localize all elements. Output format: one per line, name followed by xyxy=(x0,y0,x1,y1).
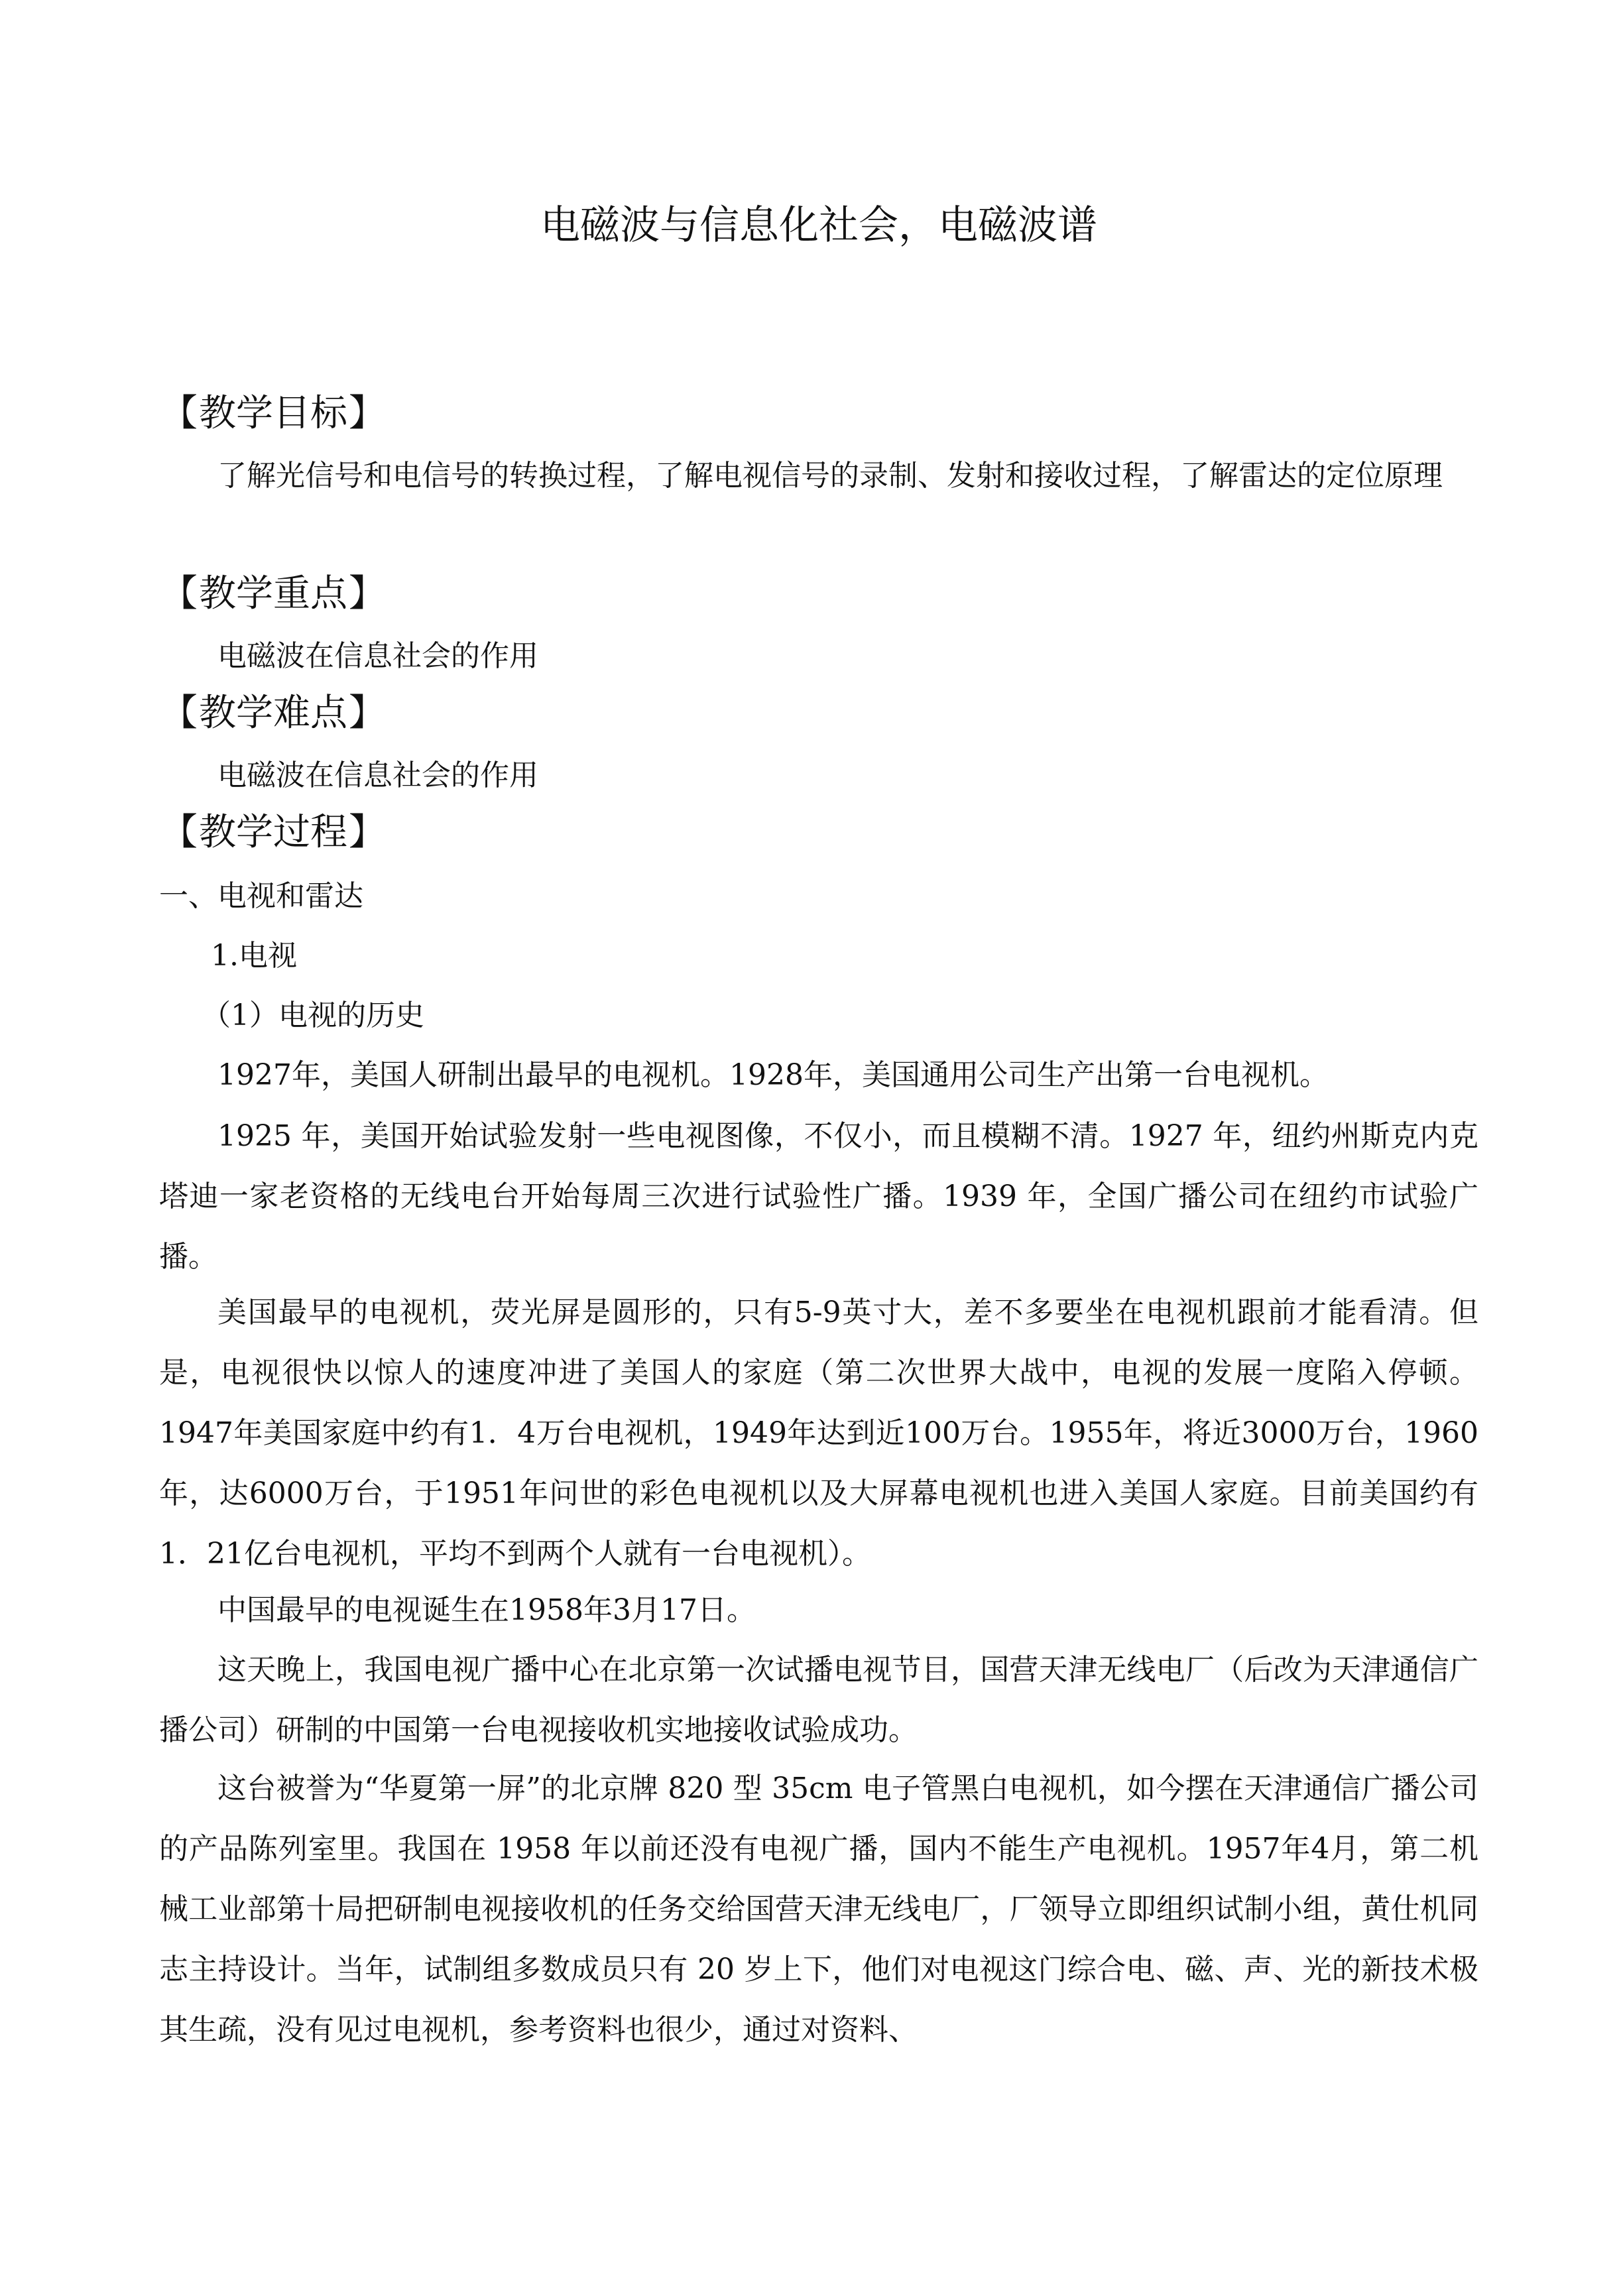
key-point-text: 电磁波在信息社会的作用 xyxy=(217,639,538,673)
bracket-close: 】 xyxy=(349,572,386,615)
section-heading-difficulty xyxy=(159,687,1478,740)
bracket-open: 【 xyxy=(160,692,198,735)
paragraph: 这天晚上，我国电视广播中心在北京第一次试播电视节目，国营天津无线电厂（后改为天津通信广播公司）研制的中国第一台电视接收机实地接收试验成功。 xyxy=(159,1653,1478,1747)
bracket-open: 【 xyxy=(160,392,198,435)
section-heading-key-point xyxy=(159,568,1478,621)
bracket-open: 【 xyxy=(160,811,198,854)
sub1-heading: 1.电视 xyxy=(211,939,297,973)
paragraph: 1925 年，美国开始试验发射一些电视图像，不仅小，而且模糊不清。1927 年，纽约州斯克内克塔迪一家老资格的无线电台开始每周三次进行试验性广播。1939 年，全国广播公司在纽约市试验广播。 xyxy=(159,1119,1478,1274)
paragraph: 美国最早的电视机，荧光屏是圆形的，只有5-9英寸大，差不多要坐在电视机跟前才能看清。但是，电视很快以惊人的速度冲进了美国人的家庭（第二次世界大战中，电视的发展一度陷入停顿。1947年美国家庭中约有1．4万台电视机，1949年达到近100万台。1955年，将近3000万台，1960年，达6000万台，于1951年问世的彩色电视机以及大屏幕电视机也进入美国人家庭。目前美国约有1．21亿台电视机，平均不到两个人就有一台电视机）。 xyxy=(159,1296,1478,1571)
part1-heading: 一、电视和雷达 xyxy=(159,879,363,913)
difficulty-text: 电磁波在信息社会的作用 xyxy=(217,758,538,792)
bracket-close: 】 xyxy=(349,811,386,854)
section-label: 教学难点 xyxy=(199,692,347,735)
sub1-1-heading: （1）电视的历史 xyxy=(202,998,424,1032)
bracket-close: 】 xyxy=(349,692,386,735)
section-label: 教学目标 xyxy=(199,392,347,435)
section-label: 教学过程 xyxy=(199,811,347,854)
section-heading-process xyxy=(159,806,1478,859)
paragraph: 中国最早的电视诞生在1958年3月17日。 xyxy=(217,1593,756,1627)
bracket-open: 【 xyxy=(160,572,198,615)
objective-text: 了解光信号和电信号的转换过程，了解电视信号的录制、发射和接收过程，了解雷达的定位原理 xyxy=(217,459,1443,493)
document-page xyxy=(159,0,1478,2296)
paragraph: 这台被誉为“华夏第一屏”的北京牌 820 型 35cm 电子管黑白电视机，如今摆在天津通信广播公司的产品陈列室里。我国在 1958 年以前还没有电视广播，国内不能生产电视机。1957年4月，第二机械工业部第十局把研制电视接收机的任务交给国营天津无线电厂，厂领导立即组织试制小组，黄仕机同志主持设计。当年，试制组多数成员只有 20 岁上下，他们对电视这门综合电、磁、声、光的新技术极其生疏，没有见过电视机，参考资料也很少，通过对资料、 xyxy=(159,1772,1478,2047)
bracket-close: 】 xyxy=(349,392,386,435)
section-heading-objective xyxy=(159,387,1478,440)
page-title: 电磁波与信息化社会，电磁波谱 xyxy=(540,202,1097,249)
paragraph: 1927年，美国人研制出最早的电视机。1928年，美国通用公司生产出第一台电视机。 xyxy=(217,1058,1329,1092)
section-label: 教学重点 xyxy=(199,572,347,615)
